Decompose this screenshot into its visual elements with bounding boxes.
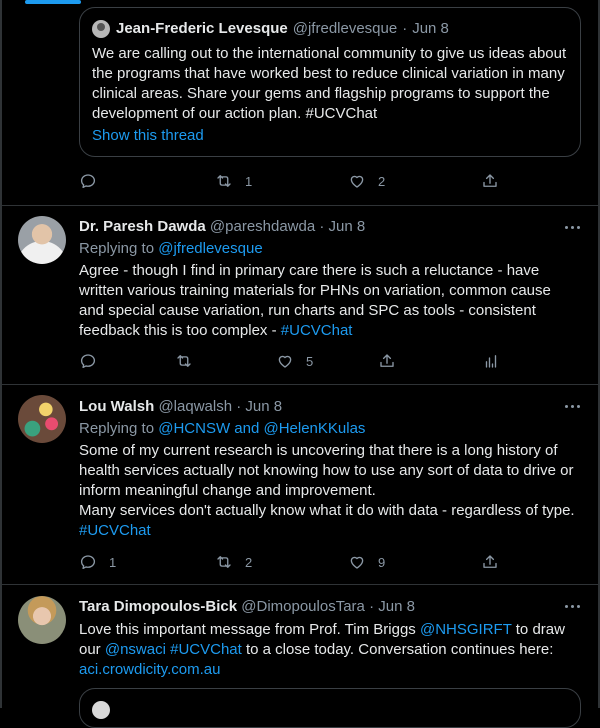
tweet-text	[79, 441, 579, 541]
avatar[interactable]	[18, 395, 66, 443]
tweet-header	[79, 217, 365, 237]
tweet-date[interactable]: Jun 8	[378, 598, 415, 615]
retweet-button[interactable]	[215, 553, 348, 571]
avatar[interactable]	[92, 20, 110, 38]
tweet[interactable]	[0, 206, 600, 384]
retweet-button[interactable]	[215, 172, 348, 190]
link-preview-card[interactable]	[79, 688, 581, 728]
tweet-actions	[79, 172, 499, 190]
author-handle[interactable]: @jfredlevesque	[292, 20, 398, 37]
retweet-icon	[175, 352, 193, 370]
quoted-tweet-card[interactable]	[79, 7, 581, 157]
tweet-text-body: Many services don't actually know what it do with data - regardless of type.	[79, 502, 575, 519]
tweet-text-paragraph	[79, 501, 579, 541]
share-button[interactable]	[378, 352, 482, 370]
avatar[interactable]	[18, 596, 66, 644]
share-icon	[481, 553, 499, 571]
like-button[interactable]	[276, 352, 378, 370]
dot-separator: ·	[402, 20, 408, 37]
dot-separator: ·	[236, 398, 242, 415]
replying-to-line	[79, 239, 263, 259]
reply-icon	[79, 172, 97, 190]
quoted-tweet-text: We are calling out to the international community to give us ideas about the programs that have worked best to reduce clinical variation in many clinical areas. Share your gems and flagship programs to support the development of our action plan. #UCVChat	[92, 45, 567, 122]
tweet-text-body: to draw our	[79, 621, 565, 658]
like-count: 9	[378, 554, 386, 570]
hashtag-link[interactable]: #UCVChat	[79, 522, 151, 539]
show-thread-link[interactable]: Show this thread	[92, 127, 204, 144]
more-options-icon[interactable]	[564, 597, 582, 615]
hashtag-link[interactable]: #UCVChat	[170, 641, 242, 658]
tweet[interactable]	[0, 385, 600, 583]
author-name[interactable]: Tara Dimopoulos-Bick	[79, 598, 238, 615]
like-button[interactable]	[348, 172, 481, 190]
tweet-text-body: Agree - though I find in primary care there is such a reluctance - have written various training materials for PHNs on variation, common cause and special cause variation, run charts and SPC as tools - consistent feedback this is too complex -	[79, 262, 551, 339]
tweet-actions	[79, 553, 499, 571]
tweet-header	[79, 397, 282, 417]
author-name[interactable]: Dr. Paresh Dawda	[79, 218, 206, 235]
retweet-count: 2	[245, 554, 253, 570]
share-icon	[378, 352, 396, 370]
tweet-text-body: to a close today. Conversation continues here:	[241, 641, 554, 658]
tweet-text	[79, 261, 579, 341]
like-count: 2	[378, 173, 386, 189]
analytics-button[interactable]	[482, 352, 500, 370]
author-name[interactable]: Jean-Frederic Levesque	[116, 20, 288, 37]
replying-to-line	[79, 419, 365, 439]
share-icon	[481, 172, 499, 190]
author-handle[interactable]: @DimopoulosTara	[241, 598, 365, 615]
reply-icon	[79, 553, 97, 571]
retweet-icon	[215, 553, 233, 571]
replying-to-label: Replying to	[79, 420, 155, 437]
dot-separator: ·	[369, 598, 375, 615]
active-tab-indicator	[25, 0, 81, 4]
retweet-icon	[215, 172, 233, 190]
avatar[interactable]	[18, 216, 66, 264]
author-name[interactable]: Lou Walsh	[79, 398, 155, 415]
mention-link[interactable]: @NHSGIRFT	[419, 621, 512, 638]
and-text: and	[234, 420, 260, 437]
more-options-icon[interactable]	[564, 397, 582, 415]
reply-button[interactable]	[79, 172, 215, 190]
replying-to-label: Replying to	[79, 240, 155, 257]
dot-separator: ·	[319, 218, 325, 235]
tweet-date[interactable]: Jun 8	[328, 218, 366, 235]
avatar	[92, 701, 110, 719]
retweet-count: 1	[245, 173, 253, 189]
quoted-tweet-header	[92, 20, 568, 38]
reply-button[interactable]	[79, 352, 175, 370]
reply-count: 1	[109, 554, 117, 570]
tweet-text-body: Love this important message from Prof. Tim Briggs	[79, 621, 420, 638]
mention-link[interactable]: @nswaci	[104, 641, 166, 658]
reply-icon	[79, 352, 97, 370]
heart-icon	[348, 172, 366, 190]
like-count: 5	[306, 353, 314, 369]
share-button[interactable]	[481, 553, 499, 571]
tweet-text-paragraph: Some of my current research is uncovering that there is a long history of health services actually not knowing how to use any sort of data to drive or inform meaningful change and improvement.	[79, 442, 574, 499]
share-button[interactable]	[481, 172, 499, 190]
heart-icon	[276, 352, 294, 370]
heart-icon	[348, 553, 366, 571]
tweet-date[interactable]: Jun 8	[245, 398, 283, 415]
external-link[interactable]: aci.crowdicity.com.au	[79, 661, 221, 678]
mention-link[interactable]: @jfredlevesque	[158, 240, 263, 257]
more-options-icon[interactable]	[564, 218, 582, 236]
author-handle[interactable]: @pareshdawda	[209, 218, 316, 235]
reply-button[interactable]	[79, 553, 215, 571]
tweet-text	[79, 620, 579, 680]
mention-link[interactable]: @HCNSW	[158, 420, 231, 437]
retweet-button[interactable]	[175, 352, 276, 370]
mention-link[interactable]: @HelenKKulas	[263, 420, 366, 437]
like-button[interactable]	[348, 553, 481, 571]
tweet-actions	[79, 352, 500, 370]
author-handle[interactable]: @laqwalsh	[158, 398, 233, 415]
hashtag-link[interactable]: #UCVChat	[280, 322, 353, 339]
tweet-date[interactable]: Jun 8	[412, 20, 449, 37]
analytics-icon	[482, 352, 500, 370]
tweet-header	[79, 597, 415, 617]
